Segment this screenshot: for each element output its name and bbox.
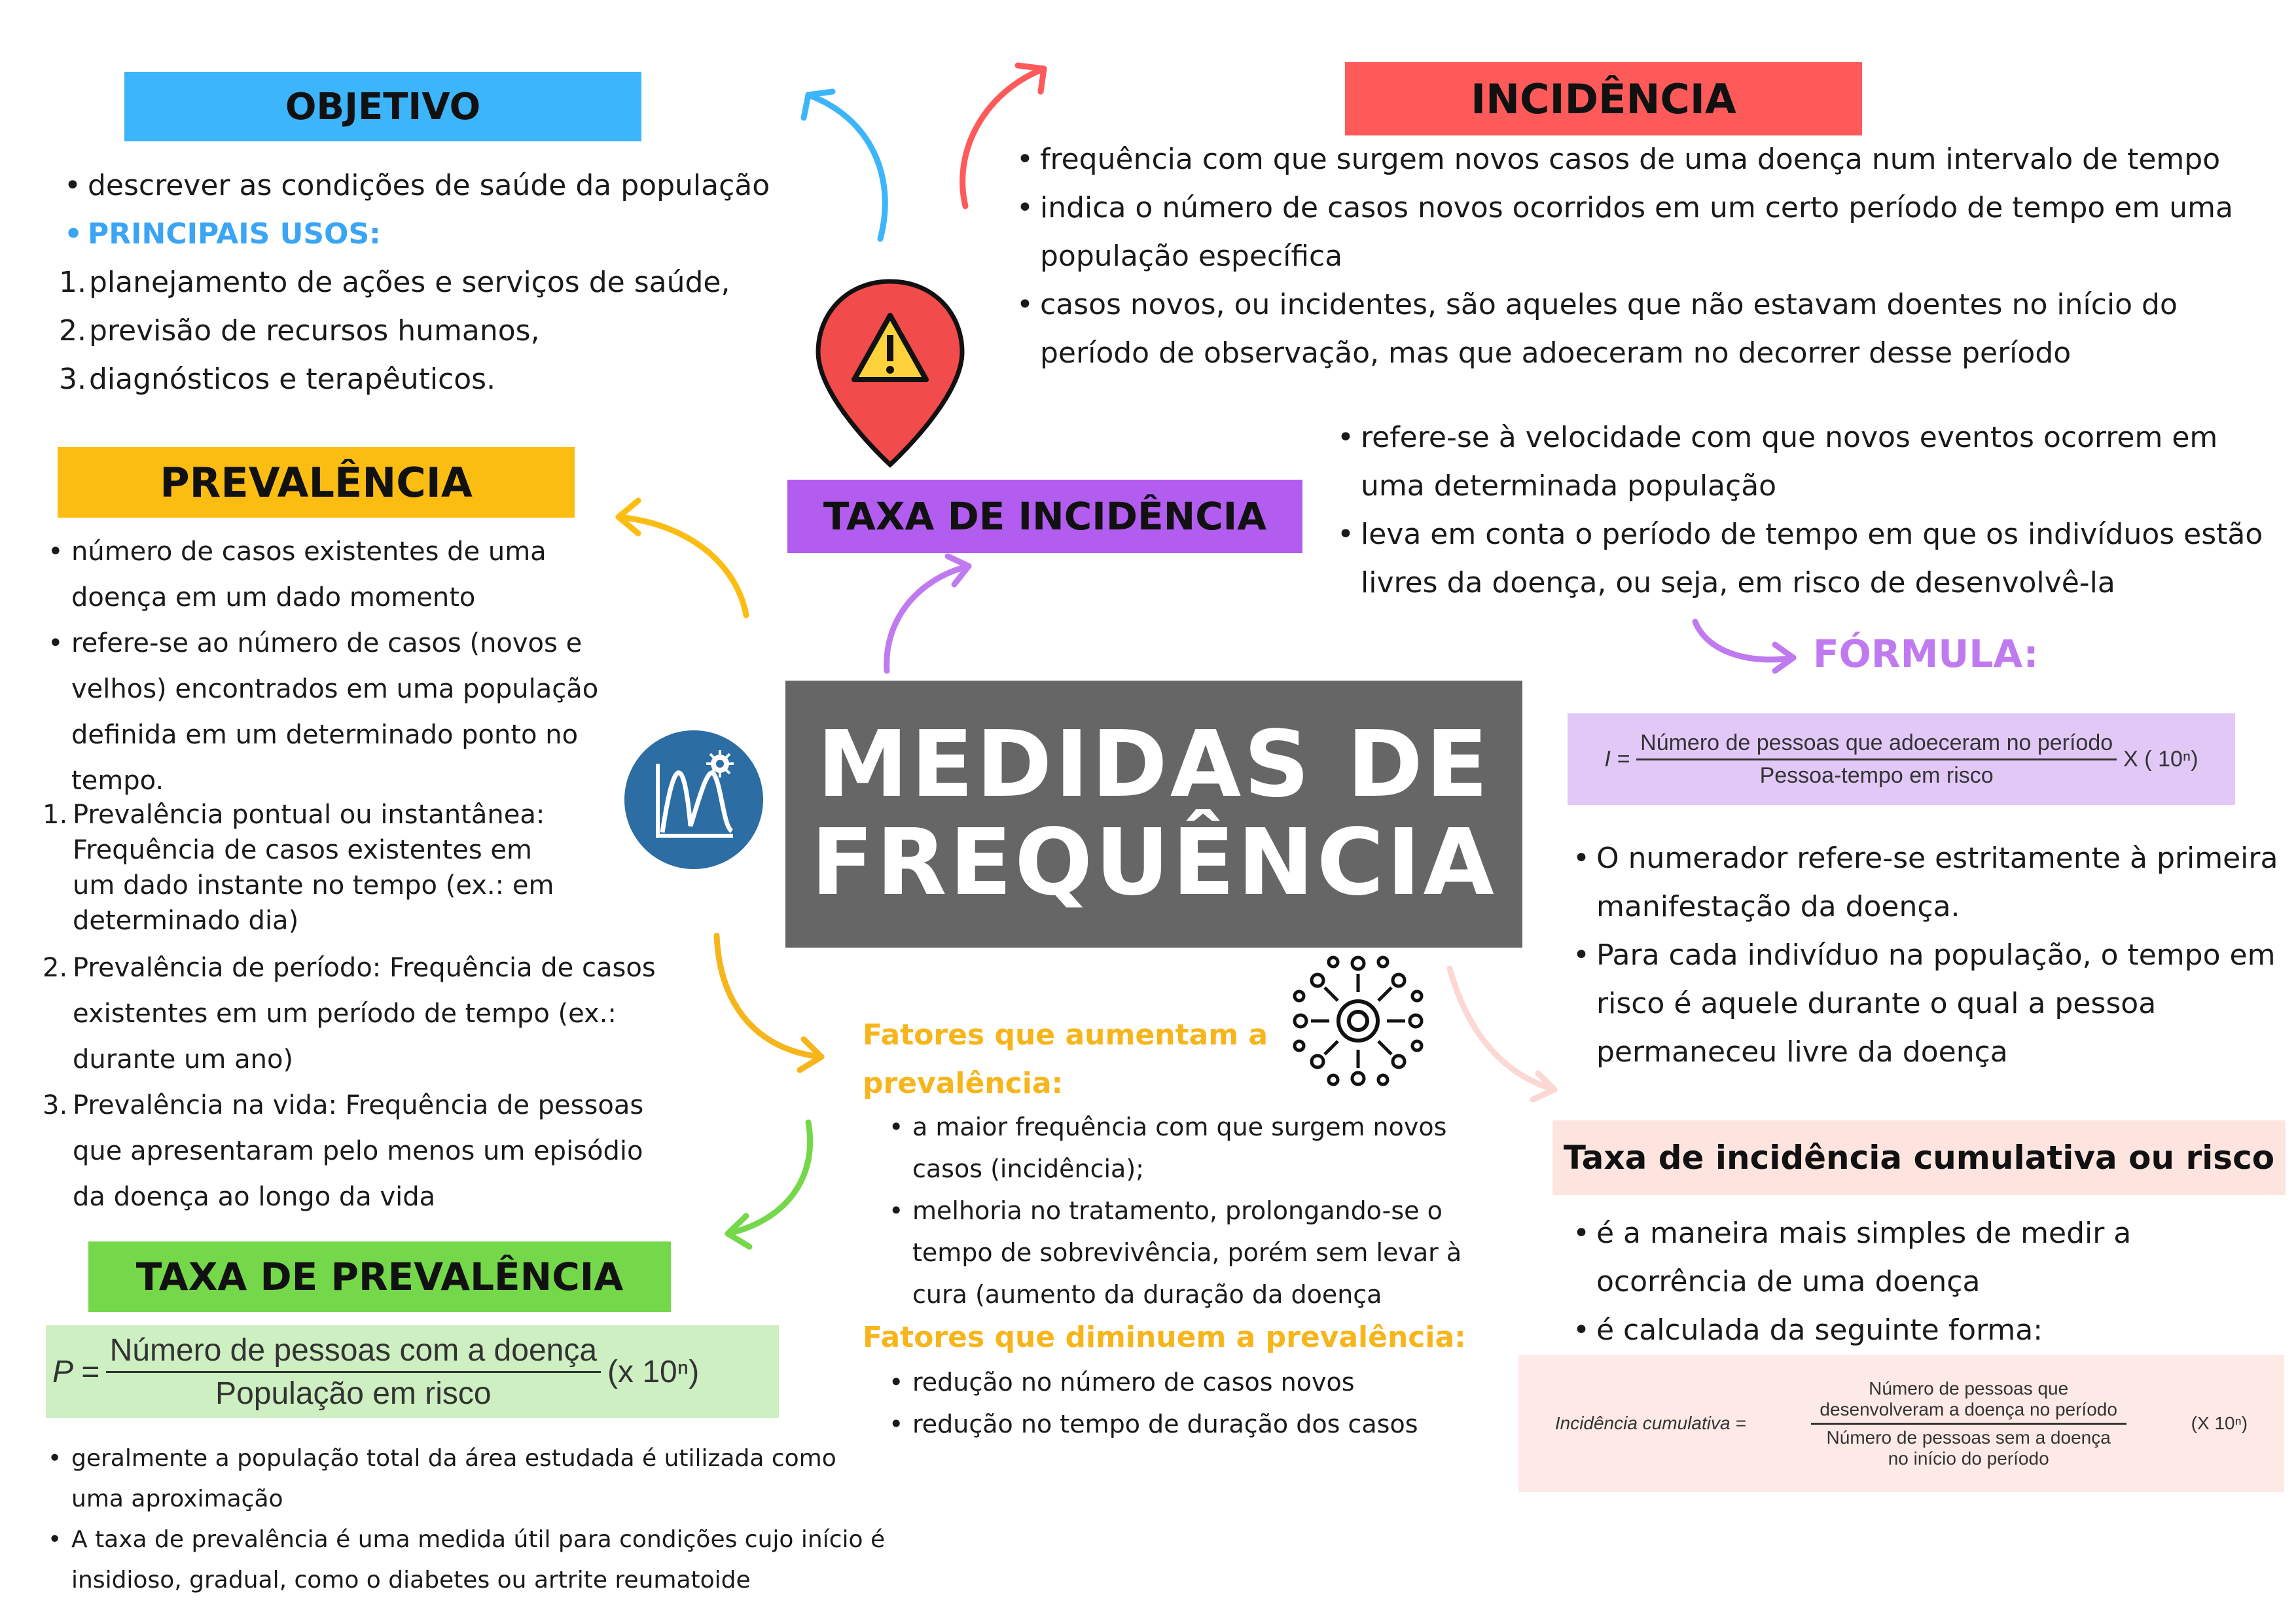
incidencia-heading: INCIDÊNCIA [1471, 75, 1736, 123]
prevalencia-formula-lhs: P = [52, 1354, 99, 1389]
cumulativa-formula-factor: (X 10ⁿ) [2191, 1413, 2248, 1433]
taxa-prevalencia-banner [88, 1241, 671, 1312]
prevalencia-denominator: População em risco [215, 1376, 492, 1411]
taxa-incidencia-heading: TAXA DE INCIDÊNCIA [823, 494, 1267, 539]
cumulativa-heading: Taxa de incidência cumulativa ou risco [1563, 1139, 2275, 1177]
fatores-aumentam-item: • melhoria no tratamento, prolongando-se o tempo de sobrevivência, porém sem levar à cura (aumento da duração da doença [884, 1190, 1505, 1315]
incidencia-banner [1345, 62, 1862, 135]
prevalencia-list [43, 529, 651, 804]
fatores-diminuem-item: • redução no tempo de duração dos casos [884, 1403, 1505, 1445]
incidencia-note: • O numerador refere-se estritamente à primeira manifestação da doença. [1568, 834, 2287, 931]
incidencia-bullet: • frequência com que surgem novos casos de uma doença num intervalo de tempo [1011, 135, 2274, 184]
prevalencia-formula [46, 1325, 779, 1418]
incidencia-formula [1568, 713, 2235, 805]
incidencia-bullet: • casos novos, ou incidentes, são aqueles que não estavam doentes no início do período de observação, mas que adoeceram no decorrer desse período [1011, 281, 2274, 378]
taxa-incidencia-bullet: • refere-se à velocidade com que novos eventos ocorrem em uma determinada população [1332, 414, 2274, 510]
formula-lhs: I = [1604, 746, 1630, 772]
fatores-aumentam-heading: Fatores que aumentam a prevalência: [863, 1018, 1268, 1100]
main-title-box [785, 681, 1522, 948]
prevalencia-formula-factor: (x 10ⁿ) [607, 1354, 700, 1389]
uso-item: 2. previsão de recursos humanos, [59, 314, 540, 348]
usos-list [59, 259, 844, 404]
incidencia-list [1011, 135, 2274, 378]
formula-numerator: Número de pessoas que adoeceram no período [1636, 730, 2117, 760]
taxa-prevalencia-note: • A taxa de prevalência é uma medida útil para condições cujo início é insidioso, gradual, como o diabetes ou artrite reumatoide [43, 1520, 893, 1601]
objetivo-bullet: • descrever as condições de saúde da população [59, 162, 844, 210]
cumulativa-bullet: • é calculada da seguinte forma: [1568, 1306, 2287, 1355]
prevalencia-tipo: 3. Prevalência na vida: Frequência de pessoas que apresentaram pelo menos um episódio da doença ao longo da vida [43, 1090, 644, 1212]
cumulativa-fraction [1753, 1378, 2185, 1469]
formula-factor: X ( 10ⁿ) [2123, 746, 2198, 772]
incidencia-note: • Para cada indivíduo na população, o tempo em risco é aquele durante o qual a pessoa permaneceu livre da doença [1568, 931, 2287, 1077]
cumulativa-list [1568, 1209, 2287, 1355]
cumulativa-numerator: Número de pessoas que desenvolveram a doença no período [1811, 1378, 2126, 1425]
taxa-prevalencia-notes [43, 1438, 893, 1601]
prevalencia-numerator: Número de pessoas com a doença [106, 1332, 601, 1373]
fatores-aumentam-list [884, 1106, 1505, 1315]
prevalencia-fraction [106, 1332, 601, 1412]
cumulativa-denominator: Número de pessoas sem a doença no início do período [1826, 1427, 2111, 1469]
fatores-diminuem-item: • redução no número de casos novos [884, 1361, 1505, 1403]
taxa-incidencia-bullet: • leva em conta o período de tempo em que os indivíduos estão livres da doença, ou seja, em risco de desenvolvê-la [1332, 510, 2274, 607]
cumulativa-formula-lhs: Incidência cumulativa = [1554, 1413, 1746, 1433]
formula-label: FÓRMULA: [1813, 632, 2039, 676]
taxa-incidencia-list [1332, 414, 2274, 607]
incidencia-bullet: • indica o número de casos novos ocorridos em um certo período de tempo em uma população específica [1011, 184, 2274, 281]
formula-fraction [1636, 730, 2117, 789]
main-title-line2: FREQUÊNCIA [811, 810, 1497, 916]
fatores-aumentam-item: • a maior frequência com que surgem novos casos (incidência); [884, 1106, 1505, 1190]
usos-heading: • PRINCIPAIS USOS: [59, 210, 844, 259]
objetivo-heading: OBJETIVO [285, 85, 481, 128]
taxa-prevalencia-note: • geralmente a população total da área estudada é utilizada como uma aproximação [43, 1438, 893, 1520]
prevalencia-tipo: 1. Prevalência pontual ou instantânea: Frequência de casos existentes em um dado instante no tempo (ex.: em determinado dia) [43, 800, 554, 936]
prevalencia-tipo: 2. Prevalência de período: Frequência de casos existentes em um período de tempo (ex.: durante um ano) [43, 953, 656, 1075]
uso-item: 1. planejamento de ações e serviços de saúde, [59, 266, 730, 299]
objetivo-list [59, 162, 844, 259]
fatores-diminuem-heading: Fatores que diminuem a prevalência: [863, 1321, 1466, 1354]
arrow-taxa-prevalencia [728, 1122, 810, 1234]
cumulativa-banner [1552, 1120, 2286, 1195]
objetivo-banner [124, 72, 641, 141]
fatores-diminuem-list [884, 1361, 1505, 1445]
uso-item: 3. diagnósticos e terapêuticos. [59, 363, 496, 396]
prevalencia-bullet: • número de casos existentes de uma doença em um dado momento [43, 529, 651, 620]
prevalencia-bullet: • refere-se ao número de casos (novos e velhos) encontrados em uma população definida em um determinado ponto no tempo. [43, 620, 651, 804]
cumulativa-formula [1518, 1355, 2284, 1492]
warning-pin-icon [812, 275, 969, 471]
prevalencia-banner [58, 447, 575, 518]
taxa-incidencia-banner [787, 480, 1302, 553]
arrow-formula [1695, 622, 1793, 660]
main-title-line1: MEDIDAS DE [817, 711, 1491, 818]
incidencia-notes [1568, 834, 2287, 1077]
prevalencia-heading: PREVALÊNCIA [160, 458, 473, 507]
prevalencia-tipos [43, 797, 671, 1220]
cumulativa-bullet: • é a maneira mais simples de medir a ocorrência de uma doença [1568, 1209, 2287, 1306]
virus-spread-icon [1286, 949, 1430, 1093]
taxa-prevalencia-heading: TAXA DE PREVALÊNCIA [135, 1255, 624, 1299]
formula-denominator: Pessoa-tempo em risco [1759, 762, 1994, 788]
